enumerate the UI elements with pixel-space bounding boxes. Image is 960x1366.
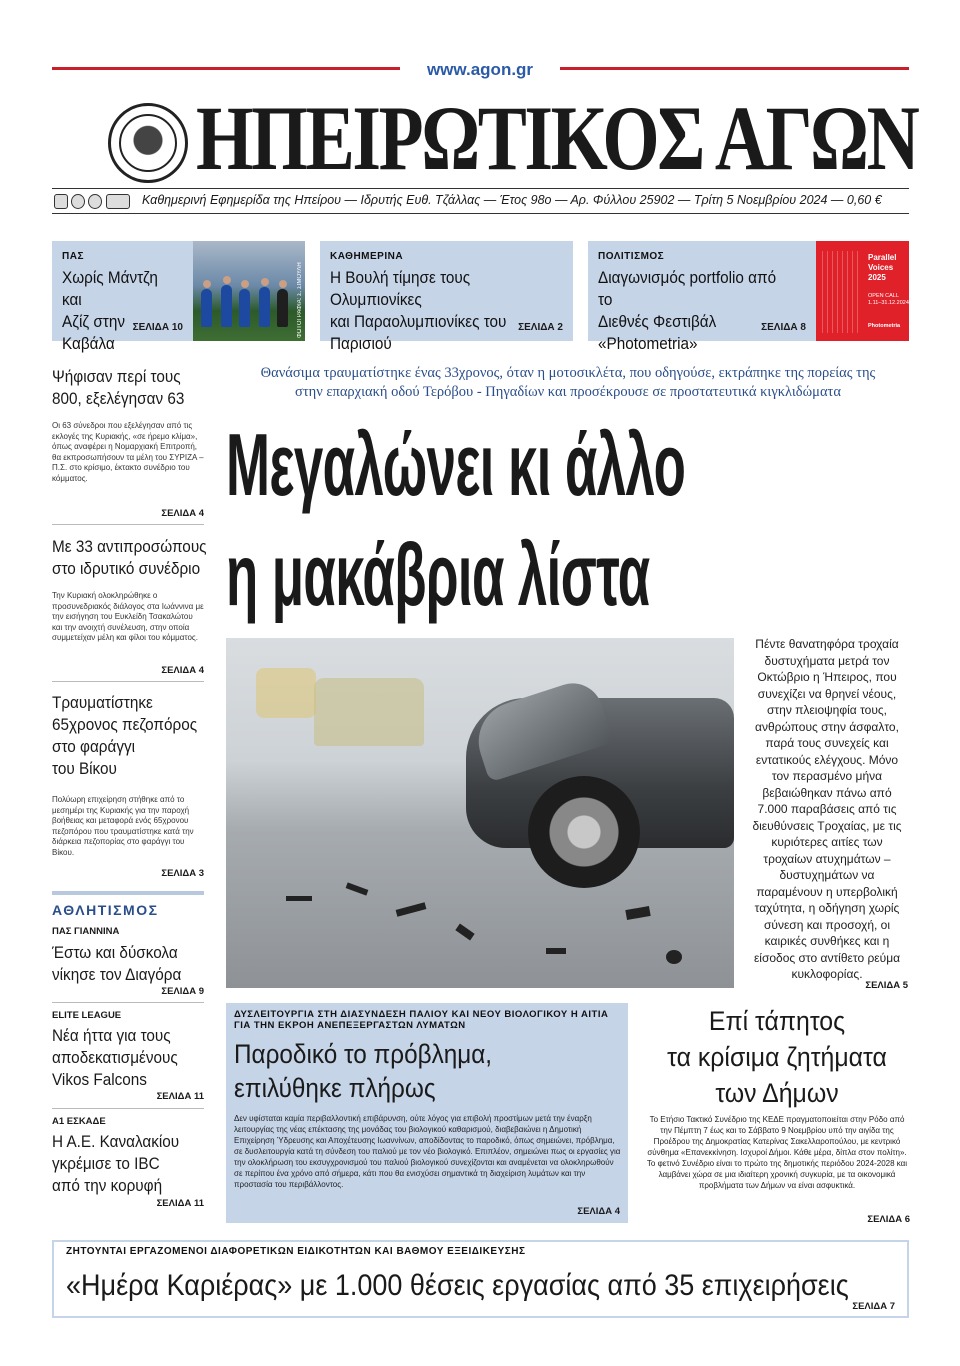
top-rule-left — [52, 67, 400, 70]
teaser-pas[interactable] — [52, 241, 193, 353]
sports-page-ref: ΣΕΛΙΔΑ 11 — [156, 1198, 204, 1209]
left-story-title[interactable]: Με 33 αντιπροσώπους στο ιδρυτικό συνέδριο — [52, 537, 207, 578]
lead-page-ref: ΣΕΛΙΔΑ 5 — [865, 980, 908, 991]
press-logo-icon — [71, 194, 85, 209]
teaser-page-ref: ΣΕΛΙΔΑ 2 — [518, 322, 563, 333]
left-story-body: Οι 63 σύνεδροι που εξελέγησαν από τις εκλογές της Κυριακής, «σε ήρεμο κλίμα», όπως αναφέρει η Νομαρχιακή Επιτροπή, θα εκπροσωπήσουν τα μέλη του ΣΥΡΙΖΑ – Π.Σ. στο κρίσιμο, έκτακτο συνέδριο του κόμματος. — [52, 421, 204, 483]
teaser-kicker: ΚΑΘΗΜΕΡΙΝΑ — [330, 251, 404, 262]
car-crash-photo — [226, 638, 734, 988]
story-title: «Ημέρα Καριέρας» με 1.000 θέσεις εργασίας από 35 επιχειρήσεις — [66, 1269, 849, 1302]
lead-headline[interactable]: Μεγαλώνει κι άλλο η μακάβρια λίστα — [226, 415, 686, 624]
festival-poster-image — [816, 241, 909, 341]
left-story-title[interactable]: Τραυματίστηκε 65χρονος πεζοπόρος στο φαράγγι του Βίκου — [52, 693, 198, 778]
poster-brand: Photometria — [868, 323, 901, 329]
story-kicker: ΖΗΤΟΥΝΤΑΙ ΕΡΓΑΖΟΜΕΝΟΙ ΔΙΑΦΟΡΕΤΙΚΩΝ ΕΙΔΙΚΟΤΗΤΩΝ ΚΑΙ ΒΑΘΜΟΥ ΕΞΕΙΔΙΚΕΥΣΗΣ — [66, 1246, 526, 1257]
issue-info-bar — [52, 188, 909, 214]
story-box-biologikos[interactable] — [226, 1003, 628, 1223]
sports-story-title[interactable]: Η Α.Ε. Καναλακίου γκρέμισε το IBC από την κορυφή — [52, 1132, 180, 1195]
issue-info-text: Καθημερινή Εφημερίδα της Ηπείρου — Ιδρυτής Ευθ. Τζάλλας — Έτος 98ο — Αρ. Φύλλου 25902 — Τρίτη 5 Νοεμβρίου 2024 — 0,60 € — [142, 193, 882, 207]
teaser-kathimerina[interactable] — [320, 241, 573, 353]
story-page-ref: ΣΕΛΙΔΑ 4 — [577, 1206, 620, 1217]
photo-credit: ΦΩΤΟΓΡΑΦΙΑ: Σ. ΣΙΜΟΥΛΗ — [297, 262, 303, 338]
story-title-kede[interactable]: Επί τάπητος τα κρίσιμα ζητήματα των Δήμων — [667, 1006, 887, 1108]
left-story-body: Πολύωρη επιχείρηση στήθηκε από το μεσημέρι της Κυριακής για την παροχή βοήθειας και μεταφορά ενός 65χρονου πεζοπόρου που τραυματίστηκε κατά την διάρκεια πεζοπορίας στο φαράγγι του Βίκου. — [52, 795, 194, 857]
top-rule-right — [560, 67, 909, 70]
press-logo-icon — [88, 194, 102, 209]
lead-body-text: Πέντε θανατηφόρα τροχαία δυστυχήματα μετρά τον Οκτώβριο η Ήπειρος, που συνεχίζει να θρηνεί νέους, στην πλειοψηφία τους, ανθρώπους στην άσφαλτο, παρά τους συνεχείς και εντατικούς ελέγχους. Μόνο τον περασμένο μήνα βεβαιώθηκαν πάνω από 7.000 παραβάσεις από τις διευθύνσεις Τροχαίας, με τις κυριότερες αιτίες των τροχαίων ατυχημάτων – δυστυχημάτων να παραμένουν η υπερβολική ταχύτητα, η οδήγηση χωρίς σύνεση και προσοχή, οι καιρικές συνθήκες και η είσοδος στο αντίθετο ρεύμα κυκλοφορίας. — [752, 637, 902, 981]
newspaper-seal-logo — [108, 103, 188, 183]
divider — [52, 1108, 204, 1109]
teaser-page-ref: ΣΕΛΙΔΑ 8 — [761, 322, 806, 333]
teaser-title: Διαγωνισμός portfolio από το Διεθνές Φεστιβάλ «Photometria» — [598, 268, 777, 353]
left-story-page-ref: ΣΕΛΙΔΑ 4 — [161, 665, 204, 676]
story-body: Δεν υφίσταται καμία περιβαλλοντική επιβάρυνση, ούτε λόγος για επιβολή προστίμων μετά την έναρξη λειτουργίας της νέας επέκτασης της μονάδας του βιολογικού καθαρισμού, διαβεβαιώνει η Δημοτική Επιχείρηση Ύδρευσης και Αποχέτευσης Ιωαννίνων, αποδίδοντας το παροδικό, όπως σημειώνει, πρόβλημα, σε δυσλειτουργία κατά τη σύνδεση του παλιού με τον νέο βιολογικό. Επιπλέον, σημειώνει πως οι εργασίες για την ολοκλήρωση του εκσυγχρονισμού του παλιού βιολογικού συνεχίζονται και αναμένεται να ολοκληρωθούν σε περίπου ένα χρόνο από σήμερα, κάτι που θα ενισχύσει σημαντικά τη διαχείριση λυμάτων και την προστασία του περιβάλλοντος. — [234, 1114, 621, 1189]
press-logo-icon — [54, 194, 68, 209]
sports-page-ref: ΣΕΛΙΔΑ 11 — [156, 1091, 204, 1102]
left-story-title[interactable]: Ψήφισαν περί τους 800, εξελέγησαν 63 — [52, 367, 185, 408]
poster-title: Parallel Voices 2025 — [868, 253, 897, 282]
sports-section-heading: ΑΘΛΗΤΙΣΜΟΣ — [52, 902, 159, 918]
story-kicker: ΔΥΣΛΕΙΤΟΥΡΓΙΑ ΣΤΗ ΔΙΑΣΥΝΔΕΣΗ ΠΑΛΙΟΥ ΚΑΙ ΝΕΟΥ ΒΙΟΛΟΓΙΚΟΥ Η ΑΙΤΙΑ ΓΙΑ ΤΗΝ ΕΚΡΟΗ ΑΝΕΠΕΞΕΡΓΑΣΤΩΝ ΛΥΜΑΤΩΝ — [234, 1009, 609, 1031]
sports-story-title[interactable]: Νέα ήττα για τους αποδεκατισμένους Vikos Falcons — [52, 1026, 178, 1089]
lead-deck: Θανάσιμα τραυματίστηκε ένας 33χρονος, όταν η μοτοσικλέτα, που οδηγούσε, εκτράπηκε της πορείας της στην επαρχιακή οδού Τερόβου - Πηγαδίων και προσέκρουσε σε προστατευτικά κιγκλιδώματα — [260, 365, 876, 400]
teaser-page-ref: ΣΕΛΙΔΑ 10 — [132, 322, 183, 333]
sports-kicker: A1 ΕΣΚΑΔΕ — [52, 1116, 106, 1127]
story-page-ref: ΣΕΛΙΔΑ 7 — [852, 1301, 895, 1312]
soccer-players-photo — [193, 241, 305, 341]
story-title: Παροδικό το πρόβλημα, επιλύθηκε πλήρως — [234, 1039, 493, 1103]
press-logo-icon — [106, 194, 130, 209]
left-story-page-ref: ΣΕΛΙΔΑ 3 — [161, 868, 204, 879]
sports-story-title[interactable]: Έστω και δύσκολα νίκησε τον Διαγόρα — [52, 943, 182, 984]
teaser-kicker: ΠΑΣ — [62, 251, 84, 262]
teaser-kicker: ΠΟΛΙΤΙΣΜΟΣ — [598, 251, 665, 262]
teaser-title: Χωρίς Μάντζη και Αζίζ στην Καβάλα — [62, 268, 158, 353]
divider — [52, 681, 204, 682]
sports-section-bar — [52, 891, 204, 895]
sports-page-ref: ΣΕΛΙΔΑ 9 — [161, 986, 204, 997]
story-body-kede: Το Ετήσιο Τακτικό Συνέδριο της ΚΕΔΕ πραγματοποιείται στην Ρόδο από την Πέμπτη 7 έως και το Σάββατο 9 Νοεμβρίου υπό την αιγίδα της Προέδρου της Δημοκρατίας Κατερίνας Σακελλαροπούλου, με κεντρικό σύνθημα «Επανεκκίνηση. Ισχυροί Δήμοι. Κάθε μέρα, δίπλα στον πολίτη». Το φετινό Συνέδριο είναι το πρώτο της δημοτικής περιόδου 2024-2028 και λαμβάνει χώρα σε μια ιδιαίτερη χρονική συγκυρία, με τα οικονομικά προβλήματα των Δήμων να είναι ασφυκτικά. — [646, 1115, 908, 1190]
divider — [52, 524, 204, 525]
story-page-ref: ΣΕΛΙΔΑ 6 — [867, 1214, 910, 1225]
teaser-title: Η Βουλή τίμησε τους Ολυμπιονίκες και Παραολυμπιονίκες του Παρισιού — [330, 268, 507, 353]
masthead-title: ΗΠΕΙΡΩΤΙΚΟΣ ΑΓΩΝ — [196, 87, 918, 189]
site-url-link[interactable]: www.agon.gr — [426, 60, 534, 79]
left-story-body: Την Κυριακή ολοκληρώθηκε ο προσυνεδριακός διάλογος στα Ιωάννινα με την εισήγηση του Ευκλείδη Τσακαλώτου και την ανοιχτή συνέλευση, στην οποία συμμετείχαν μέλη και φίλοι του κόμματος. — [52, 591, 204, 642]
teaser-politismos[interactable] — [588, 241, 816, 353]
sports-kicker: ELITE LEAGUE — [52, 1010, 122, 1021]
sports-kicker: ΠΑΣ ΓΙΑΝΝΙΝΑ — [52, 926, 120, 937]
divider — [52, 1002, 204, 1003]
left-story-page-ref: ΣΕΛΙΔΑ 4 — [161, 508, 204, 519]
career-day-story[interactable] — [52, 1240, 909, 1318]
poster-call: OPEN CALL 1.11–31.12.2024 — [868, 293, 909, 306]
